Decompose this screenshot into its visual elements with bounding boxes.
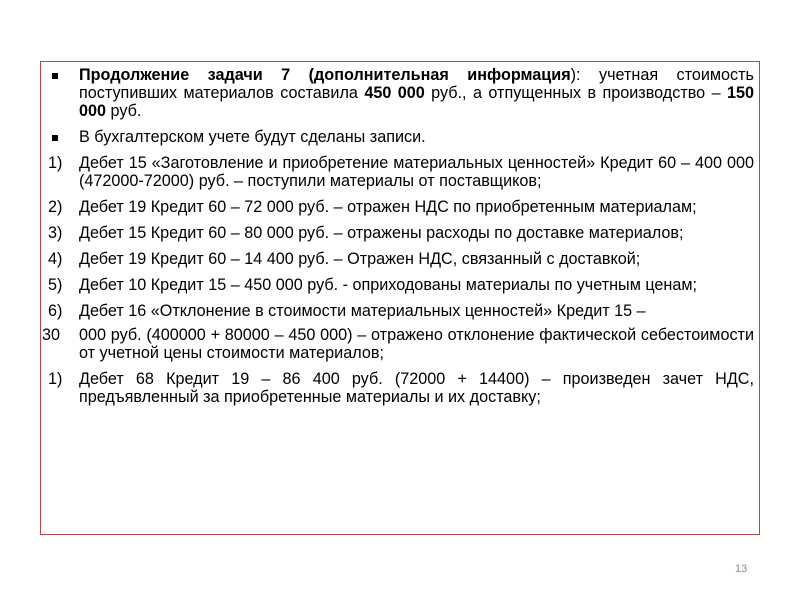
bullet-icon	[52, 135, 58, 141]
item-number: 1)	[48, 154, 63, 172]
item-text: В бухгалтерском учете будут сделаны записи.	[79, 128, 426, 146]
list-item	[42, 128, 754, 146]
item-text: Дебет 19 Кредит 60 – 72 000 руб. – отражен НДС по приобретенным материалам;	[79, 198, 697, 216]
list-item	[42, 224, 754, 242]
item-number: 30	[42, 326, 61, 344]
list-item	[42, 154, 754, 190]
item-text: Дебет 16 «Отклонение в стоимости материальных ценностей» Кредит 15 –	[79, 302, 646, 320]
item-number: 6)	[48, 302, 63, 320]
item-number: 5)	[48, 276, 63, 294]
list-item	[42, 276, 754, 294]
item-text: Дебет 68 Кредит 19 – 86 400 руб. (72000 + 14400) – произведен зачет НДС, предъявленный за приобретенные материалы и их доставку;	[79, 370, 754, 406]
item-text: Дебет 15 Кредит 60 – 80 000 руб. – отражены расходы по доставке материалов;	[79, 224, 684, 242]
list-item	[42, 302, 754, 320]
item-text: Дебет 15 «Заготовление и приобретение материальных ценностей» Кредит 60 – 400 000 (472000-72000) руб. – поступили материалы от поставщиков;	[79, 154, 754, 190]
page-number: 13	[735, 563, 748, 575]
item-number: 4)	[48, 250, 63, 268]
list-item	[42, 66, 754, 120]
item-number: 2)	[48, 198, 63, 216]
list-item	[42, 326, 754, 362]
item-number: 3)	[48, 224, 63, 242]
list-item	[42, 250, 754, 268]
item-text: Дебет 19 Кредит 60 – 14 400 руб. – Отражен НДС, связанный с доставкой;	[79, 250, 641, 268]
slide-content	[42, 66, 754, 414]
item-text: 000 руб. (400000 + 80000 – 450 000) – отражено отклонение фактической себестоимости от учетной цены стоимости материалов;	[79, 326, 754, 362]
item-text: Продолжение задачи 7 (дополнительная информация): учетная стоимость поступивших материалов составила 450 000 руб., а отпущенных в производство – 150 000 руб.	[79, 66, 755, 120]
item-number: 1)	[48, 370, 63, 388]
list-item	[42, 198, 754, 216]
list-item	[42, 370, 754, 406]
item-text: Дебет 10 Кредит 15 – 450 000 руб. - оприходованы материалы по учетным ценам;	[79, 276, 697, 294]
bullet-icon	[52, 73, 58, 79]
